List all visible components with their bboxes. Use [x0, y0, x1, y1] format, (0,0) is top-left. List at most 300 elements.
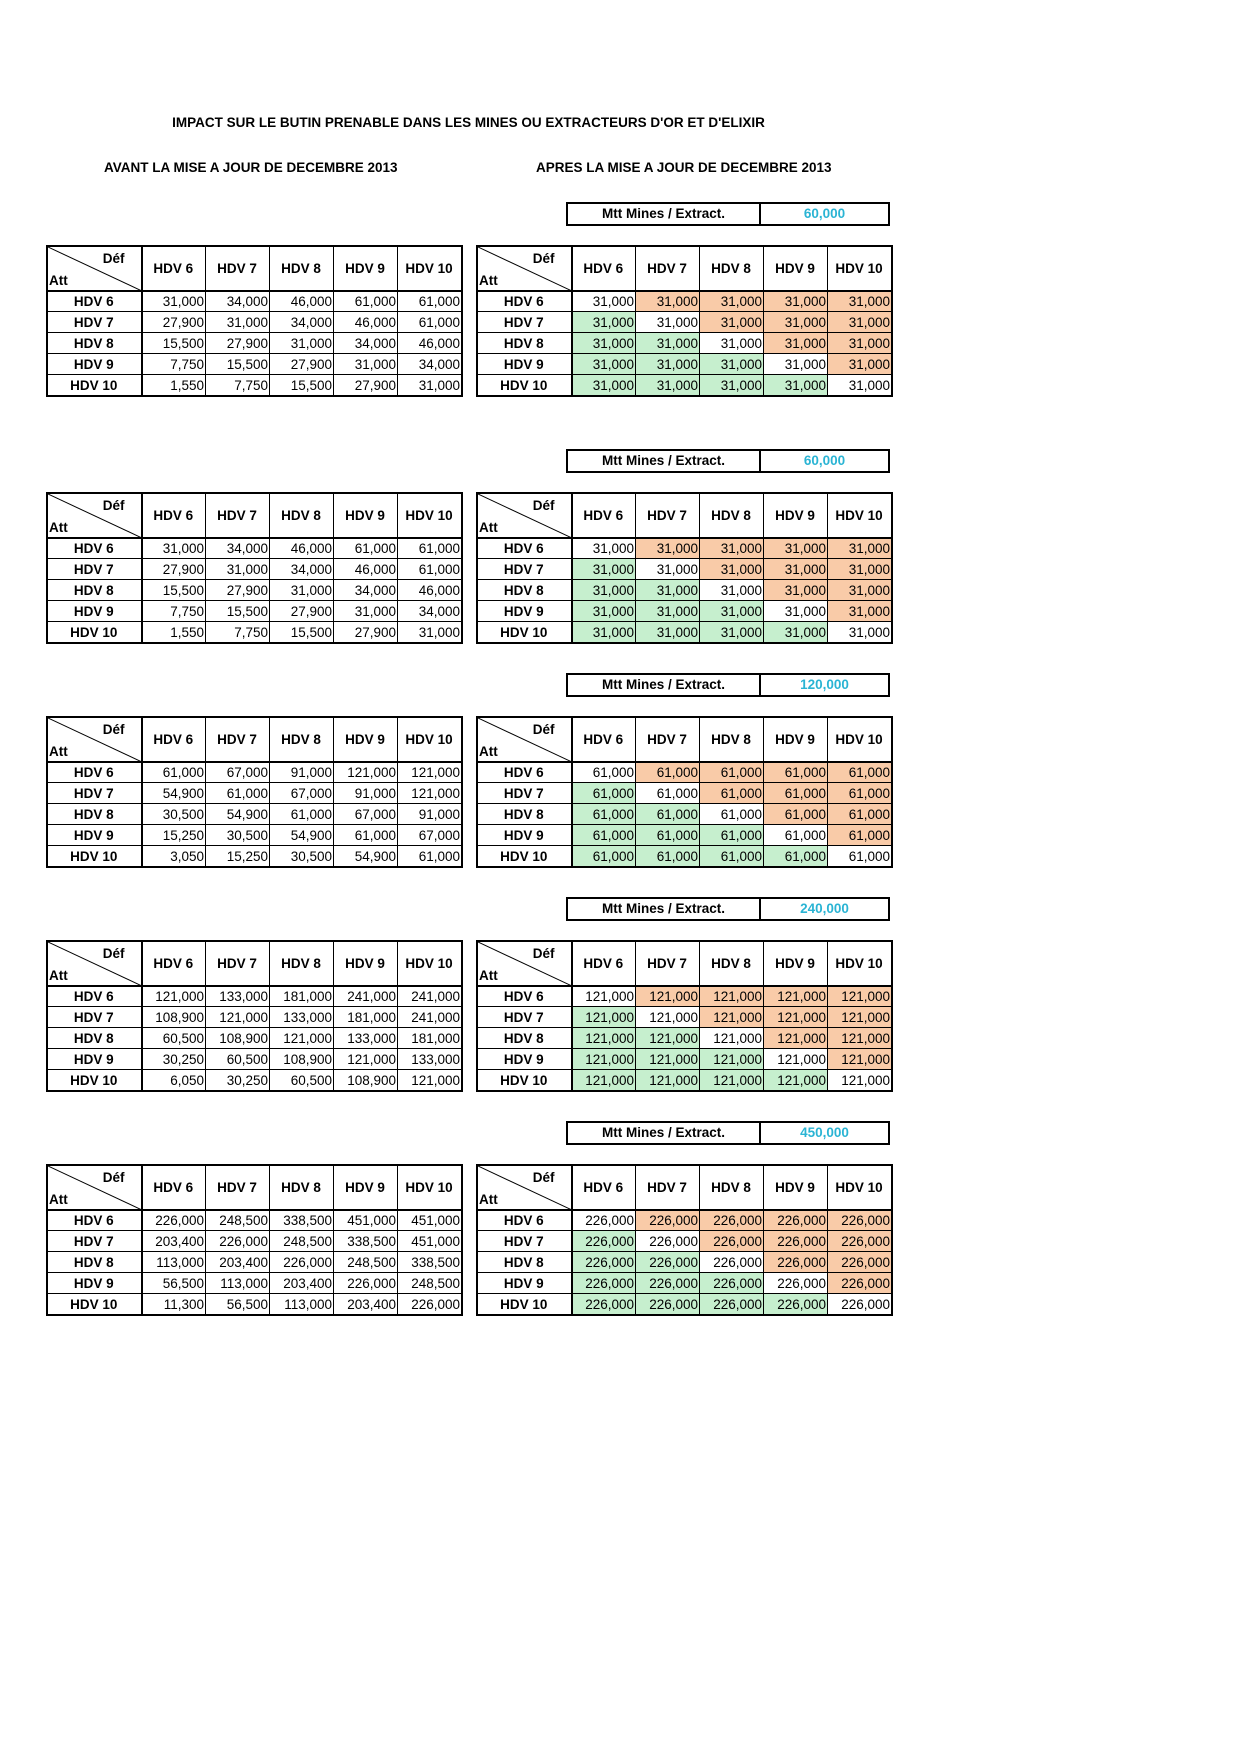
loot-cell: 121,000 [828, 1070, 892, 1091]
table-row [478, 1294, 892, 1315]
loot-cell: 226,000 [828, 1231, 892, 1252]
loot-cell: 181,000 [270, 986, 334, 1007]
loot-cell: 226,000 [700, 1231, 764, 1252]
loot-cell: 108,900 [142, 1007, 206, 1028]
loot-cell: 121,000 [636, 1070, 700, 1091]
loot-cell: 31,000 [398, 375, 462, 396]
column-header: HDV 6 [142, 247, 206, 291]
row-header: HDV 9 [478, 1049, 572, 1070]
loot-cell: 61,000 [636, 762, 700, 783]
table-row [478, 846, 892, 867]
row-header: HDV 8 [48, 333, 142, 354]
loot-cell: 31,000 [636, 580, 700, 601]
loot-cell: 203,400 [334, 1294, 398, 1315]
row-header: HDV 7 [48, 559, 142, 580]
row-header: HDV 9 [478, 354, 572, 375]
row-header: HDV 9 [478, 825, 572, 846]
table-row [478, 375, 892, 396]
header-row [48, 718, 462, 762]
loot-cell: 226,000 [636, 1210, 700, 1231]
loot-cell: 226,000 [572, 1231, 636, 1252]
row-header: HDV 6 [478, 538, 572, 559]
loot-cell: 61,000 [700, 783, 764, 804]
loot-cell: 7,750 [142, 601, 206, 622]
table-row [48, 312, 462, 333]
column-header: HDV 10 [398, 1166, 462, 1210]
before-loot-table [47, 246, 462, 396]
loot-cell: 226,000 [572, 1273, 636, 1294]
loot-cell: 15,250 [206, 846, 270, 867]
loot-cell: 31,000 [334, 601, 398, 622]
loot-cell: 7,750 [142, 354, 206, 375]
loot-cell: 121,000 [764, 1070, 828, 1091]
loot-cell: 133,000 [334, 1028, 398, 1049]
header-row [478, 1166, 892, 1210]
loot-cell: 61,000 [828, 846, 892, 867]
row-header: HDV 9 [48, 354, 142, 375]
table-row [478, 1007, 892, 1028]
table-row [478, 986, 892, 1007]
table-row [48, 375, 462, 396]
loot-cell: 91,000 [270, 762, 334, 783]
loot-cell: 121,000 [764, 1028, 828, 1049]
loot-cell: 203,400 [206, 1252, 270, 1273]
loot-cell: 31,000 [572, 333, 636, 354]
loot-cell: 31,000 [700, 312, 764, 333]
column-header: HDV 6 [572, 494, 636, 538]
column-header: HDV 7 [206, 718, 270, 762]
loot-cell: 61,000 [764, 783, 828, 804]
column-header: HDV 7 [636, 494, 700, 538]
corner-def-label: Déf [532, 498, 555, 513]
table-row [478, 825, 892, 846]
loot-cell: 15,500 [270, 375, 334, 396]
row-header: HDV 10 [478, 846, 572, 867]
loot-cell: 226,000 [142, 1210, 206, 1231]
corner-def-label: Déf [102, 251, 125, 266]
loot-cell: 31,000 [828, 559, 892, 580]
before-loot-table [47, 1165, 462, 1315]
column-header: HDV 8 [270, 718, 334, 762]
table-row [478, 762, 892, 783]
loot-cell: 30,250 [142, 1049, 206, 1070]
table-row [48, 1028, 462, 1049]
loot-cell: 46,000 [270, 291, 334, 312]
row-header: HDV 9 [48, 1273, 142, 1294]
loot-cell: 31,000 [828, 622, 892, 643]
loot-cell: 31,000 [764, 601, 828, 622]
loot-cell: 61,000 [764, 804, 828, 825]
loot-cell: 61,000 [270, 804, 334, 825]
loot-cell: 31,000 [828, 580, 892, 601]
loot-cell: 226,000 [636, 1252, 700, 1273]
row-header: HDV 10 [48, 622, 142, 643]
loot-cell: 34,000 [334, 333, 398, 354]
column-header: HDV 9 [334, 247, 398, 291]
loot-cell: 60,500 [206, 1049, 270, 1070]
loot-cell: 31,000 [700, 375, 764, 396]
def-att-corner [478, 247, 572, 291]
loot-cell: 226,000 [764, 1231, 828, 1252]
after-loot-table [477, 493, 892, 643]
loot-cell: 31,000 [764, 312, 828, 333]
column-header: HDV 6 [572, 942, 636, 986]
loot-cell: 121,000 [636, 1007, 700, 1028]
table-row [48, 538, 462, 559]
loot-cell: 31,000 [828, 601, 892, 622]
after-heading: APRES LA MISE A JOUR DE DECEMBRE 2013 [536, 160, 832, 175]
column-header: HDV 9 [764, 942, 828, 986]
loot-cell: 54,900 [142, 783, 206, 804]
mtt-box [566, 673, 890, 697]
loot-cell: 121,000 [764, 1007, 828, 1028]
column-header: HDV 7 [636, 942, 700, 986]
column-header: HDV 10 [398, 718, 462, 762]
after-loot-table [477, 246, 892, 396]
loot-cell: 27,900 [334, 622, 398, 643]
loot-cell: 11,300 [142, 1294, 206, 1315]
loot-cell: 226,000 [636, 1273, 700, 1294]
column-header: HDV 10 [828, 1166, 892, 1210]
loot-cell: 15,250 [142, 825, 206, 846]
loot-cell: 31,000 [828, 312, 892, 333]
row-header: HDV 8 [48, 1028, 142, 1049]
loot-cell: 61,000 [572, 762, 636, 783]
table-row [48, 783, 462, 804]
corner-att-label: Att [479, 272, 498, 288]
column-header: HDV 9 [764, 247, 828, 291]
loot-cell: 31,000 [636, 312, 700, 333]
mtt-value: 120,000 [800, 677, 849, 692]
loot-cell: 121,000 [572, 1070, 636, 1091]
header-row [48, 494, 462, 538]
loot-cell: 121,000 [334, 1049, 398, 1070]
row-header: HDV 7 [478, 1007, 572, 1028]
loot-cell: 203,400 [142, 1231, 206, 1252]
column-header: HDV 10 [398, 942, 462, 986]
loot-cell: 31,000 [828, 291, 892, 312]
row-header: HDV 8 [478, 804, 572, 825]
row-header: HDV 6 [478, 1210, 572, 1231]
table-row [48, 762, 462, 783]
table-row [478, 291, 892, 312]
loot-cell: 226,000 [206, 1231, 270, 1252]
loot-cell: 451,000 [334, 1210, 398, 1231]
table-row [48, 1007, 462, 1028]
loot-cell: 31,000 [142, 291, 206, 312]
loot-cell: 121,000 [764, 1049, 828, 1070]
table-row [478, 580, 892, 601]
loot-cell: 31,000 [572, 291, 636, 312]
loot-cell: 27,900 [206, 333, 270, 354]
corner-att-label: Att [49, 967, 68, 983]
loot-cell: 31,000 [636, 333, 700, 354]
loot-cell: 226,000 [700, 1273, 764, 1294]
column-header: HDV 7 [636, 1166, 700, 1210]
def-att-corner [478, 494, 572, 538]
loot-cell: 31,000 [700, 580, 764, 601]
loot-cell: 61,000 [828, 825, 892, 846]
row-header: HDV 7 [478, 1231, 572, 1252]
row-header: HDV 10 [478, 622, 572, 643]
column-header: HDV 8 [700, 942, 764, 986]
loot-cell: 108,900 [206, 1028, 270, 1049]
loot-cell: 61,000 [334, 538, 398, 559]
column-header: HDV 9 [764, 494, 828, 538]
table-row [478, 804, 892, 825]
loot-cell: 121,000 [572, 1007, 636, 1028]
row-header: HDV 8 [478, 1252, 572, 1273]
row-header: HDV 8 [478, 580, 572, 601]
loot-cell: 61,000 [828, 783, 892, 804]
loot-cell: 31,000 [700, 601, 764, 622]
column-header: HDV 9 [764, 718, 828, 762]
loot-cell: 226,000 [828, 1252, 892, 1273]
loot-cell: 338,500 [398, 1252, 462, 1273]
loot-cell: 31,000 [828, 375, 892, 396]
corner-att-label: Att [479, 967, 498, 983]
row-header: HDV 6 [478, 762, 572, 783]
loot-cell: 121,000 [700, 1070, 764, 1091]
loot-cell: 46,000 [398, 333, 462, 354]
table-row [48, 333, 462, 354]
column-header: HDV 6 [572, 247, 636, 291]
loot-cell: 203,400 [270, 1273, 334, 1294]
loot-cell: 7,750 [206, 622, 270, 643]
row-header: HDV 7 [48, 1007, 142, 1028]
row-header: HDV 9 [48, 1049, 142, 1070]
loot-cell: 248,500 [206, 1210, 270, 1231]
loot-cell: 226,000 [270, 1252, 334, 1273]
loot-cell: 31,000 [828, 354, 892, 375]
loot-cell: 56,500 [142, 1273, 206, 1294]
table-row [478, 622, 892, 643]
loot-cell: 31,000 [206, 559, 270, 580]
loot-cell: 226,000 [764, 1210, 828, 1231]
row-header: HDV 6 [48, 291, 142, 312]
table-row [478, 1273, 892, 1294]
loot-cell: 61,000 [700, 804, 764, 825]
loot-cell: 31,000 [572, 354, 636, 375]
row-header: HDV 7 [48, 312, 142, 333]
loot-cell: 31,000 [828, 538, 892, 559]
table-row [478, 1210, 892, 1231]
table-row [478, 1028, 892, 1049]
column-header: HDV 9 [764, 1166, 828, 1210]
loot-cell: 241,000 [398, 1007, 462, 1028]
column-header: HDV 8 [700, 718, 764, 762]
column-header: HDV 9 [334, 494, 398, 538]
row-header: HDV 10 [478, 375, 572, 396]
header-row [478, 494, 892, 538]
loot-cell: 31,000 [334, 354, 398, 375]
column-header: HDV 7 [206, 247, 270, 291]
loot-cell: 121,000 [572, 1049, 636, 1070]
loot-cell: 108,900 [334, 1070, 398, 1091]
loot-cell: 27,900 [142, 559, 206, 580]
row-header: HDV 6 [478, 986, 572, 1007]
column-header: HDV 10 [828, 494, 892, 538]
loot-cell: 121,000 [764, 986, 828, 1007]
mtt-label: Mtt Mines / Extract. [568, 1123, 761, 1143]
loot-cell: 1,550 [142, 622, 206, 643]
mtt-value: 450,000 [800, 1125, 849, 1140]
column-header: HDV 9 [334, 942, 398, 986]
loot-cell: 31,000 [270, 333, 334, 354]
table-row [48, 291, 462, 312]
loot-cell: 31,000 [572, 312, 636, 333]
loot-cell: 226,000 [828, 1294, 892, 1315]
loot-cell: 61,000 [764, 846, 828, 867]
row-header: HDV 7 [478, 783, 572, 804]
loot-cell: 226,000 [764, 1273, 828, 1294]
column-header: HDV 6 [142, 718, 206, 762]
loot-cell: 133,000 [398, 1049, 462, 1070]
loot-cell: 338,500 [334, 1231, 398, 1252]
loot-cell: 61,000 [636, 846, 700, 867]
loot-cell: 31,000 [572, 622, 636, 643]
loot-cell: 113,000 [206, 1273, 270, 1294]
loot-cell: 451,000 [398, 1210, 462, 1231]
loot-cell: 91,000 [398, 804, 462, 825]
loot-cell: 181,000 [398, 1028, 462, 1049]
loot-cell: 46,000 [334, 312, 398, 333]
table-row [48, 1049, 462, 1070]
def-att-corner [478, 1166, 572, 1210]
loot-cell: 31,000 [572, 559, 636, 580]
loot-cell: 31,000 [270, 580, 334, 601]
loot-cell: 226,000 [700, 1252, 764, 1273]
column-header: HDV 7 [206, 942, 270, 986]
row-header: HDV 7 [478, 312, 572, 333]
loot-cell: 15,500 [142, 333, 206, 354]
row-header: HDV 9 [48, 825, 142, 846]
row-header: HDV 6 [48, 1210, 142, 1231]
row-header: HDV 10 [478, 1070, 572, 1091]
loot-cell: 31,000 [828, 333, 892, 354]
loot-cell: 31,000 [142, 538, 206, 559]
loot-cell: 113,000 [270, 1294, 334, 1315]
loot-cell: 34,000 [206, 538, 270, 559]
table-row [478, 312, 892, 333]
header-row [48, 247, 462, 291]
loot-cell: 121,000 [636, 1049, 700, 1070]
column-header: HDV 6 [142, 942, 206, 986]
loot-cell: 3,050 [142, 846, 206, 867]
column-header: HDV 6 [142, 1166, 206, 1210]
loot-cell: 226,000 [764, 1294, 828, 1315]
column-header: HDV 7 [206, 494, 270, 538]
loot-cell: 31,000 [700, 622, 764, 643]
corner-att-label: Att [49, 519, 68, 535]
loot-cell: 451,000 [398, 1231, 462, 1252]
loot-cell: 133,000 [206, 986, 270, 1007]
loot-cell: 56,500 [206, 1294, 270, 1315]
loot-cell: 31,000 [700, 559, 764, 580]
loot-cell: 61,000 [398, 312, 462, 333]
loot-cell: 248,500 [270, 1231, 334, 1252]
corner-att-label: Att [49, 1191, 68, 1207]
corner-def-label: Déf [532, 1170, 555, 1185]
column-header: HDV 7 [636, 718, 700, 762]
column-header: HDV 6 [572, 1166, 636, 1210]
header-row [478, 942, 892, 986]
after-loot-table [477, 941, 892, 1091]
table-row [478, 601, 892, 622]
column-header: HDV 6 [572, 718, 636, 762]
row-header: HDV 6 [48, 986, 142, 1007]
table-row [48, 1252, 462, 1273]
table-row [48, 1210, 462, 1231]
row-header: HDV 6 [478, 291, 572, 312]
corner-att-label: Att [49, 272, 68, 288]
loot-cell: 30,500 [270, 846, 334, 867]
mtt-box [566, 202, 890, 226]
loot-cell: 34,000 [270, 559, 334, 580]
table-row [48, 580, 462, 601]
table-row [48, 846, 462, 867]
corner-def-label: Déf [532, 722, 555, 737]
loot-cell: 121,000 [334, 762, 398, 783]
table-row [478, 333, 892, 354]
mtt-value: 60,000 [803, 453, 846, 468]
loot-cell: 121,000 [572, 1028, 636, 1049]
loot-cell: 91,000 [334, 783, 398, 804]
mtt-label: Mtt Mines / Extract. [568, 451, 761, 471]
def-att-corner [48, 1166, 142, 1210]
loot-cell: 31,000 [636, 601, 700, 622]
loot-cell: 60,500 [270, 1070, 334, 1091]
loot-cell: 226,000 [572, 1294, 636, 1315]
column-header: HDV 9 [334, 718, 398, 762]
column-header: HDV 10 [828, 942, 892, 986]
loot-cell: 31,000 [636, 559, 700, 580]
corner-def-label: Déf [102, 946, 125, 961]
loot-cell: 31,000 [700, 538, 764, 559]
loot-cell: 121,000 [398, 783, 462, 804]
table-row [478, 1231, 892, 1252]
loot-cell: 31,000 [636, 354, 700, 375]
loot-cell: 54,900 [334, 846, 398, 867]
loot-cell: 27,900 [142, 312, 206, 333]
loot-cell: 27,900 [270, 354, 334, 375]
table-row [48, 1273, 462, 1294]
loot-cell: 31,000 [636, 538, 700, 559]
table-row [478, 538, 892, 559]
loot-cell: 61,000 [636, 783, 700, 804]
loot-cell: 6,050 [142, 1070, 206, 1091]
loot-cell: 61,000 [398, 559, 462, 580]
loot-cell: 31,000 [764, 580, 828, 601]
loot-cell: 34,000 [398, 601, 462, 622]
loot-cell: 121,000 [700, 1007, 764, 1028]
loot-cell: 31,000 [764, 291, 828, 312]
column-header: HDV 8 [270, 494, 334, 538]
header-row [478, 247, 892, 291]
loot-cell: 121,000 [700, 1028, 764, 1049]
loot-cell: 34,000 [270, 312, 334, 333]
loot-cell: 121,000 [572, 986, 636, 1007]
loot-cell: 61,000 [142, 762, 206, 783]
loot-cell: 31,000 [764, 375, 828, 396]
loot-cell: 121,000 [270, 1028, 334, 1049]
loot-cell: 121,000 [828, 1028, 892, 1049]
loot-cell: 31,000 [700, 354, 764, 375]
header-row [48, 1166, 462, 1210]
loot-cell: 226,000 [636, 1294, 700, 1315]
loot-cell: 27,900 [206, 580, 270, 601]
loot-cell: 133,000 [270, 1007, 334, 1028]
